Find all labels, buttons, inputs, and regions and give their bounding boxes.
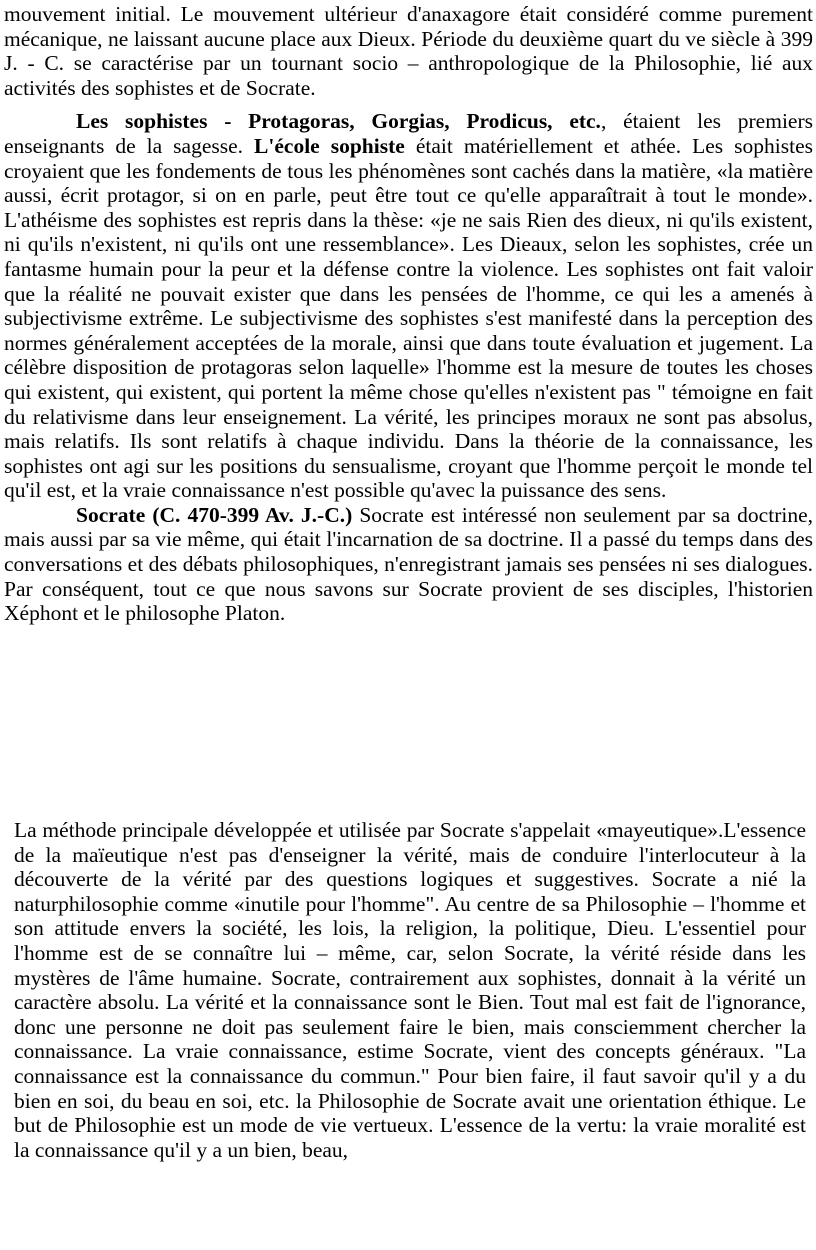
paragraph-sophistes — [4, 109, 813, 503]
text-block-upper — [4, 2, 813, 626]
text-sophistes-a: , étaient les premiers enseignants de la sagesse. — [4, 109, 813, 158]
term-ecole-sophiste: L'école sophiste — [254, 133, 405, 158]
heading-socrate: Socrate (C. 470-399 Av. J.-C.) — [76, 502, 353, 527]
text-block-lower — [14, 818, 806, 1162]
paragraph-socrate — [4, 503, 813, 626]
text-sophistes-b: était matériellement et athée. Les sophistes croyaient que les fondements de tous les phénomènes sont cachés dans la matière, «la matière aussi, écrit protagor, si on en parle, peut être tout ce qu'elle apparaîtrait à tout le monde». L'athéisme des sophistes est repris dans la thèse: «je ne sais Rien des dieux, ni qu'ils existent, ni qu'ils n'existent, ni qu'ils ont une ressemblance». Les Dieaux, selon les sophistes, crée un fantasme humain pour la peur et la défense contre la violence. Les sophistes ont fait valoir que la réalité ne pouvait exister que dans les pensées de l'homme, ce qui les a amenés à subjectivisme extrême. Le subjectivisme des sophistes s'est manifesté dans la perception des normes généralement acceptées de la morale, ainsi que dans toute évaluation et jugement. La célèbre disposition de protagoras selon laquelle» l'homme est la mesure de toutes les choses qui existent, qui existent, qui portent la même chose qu'elles n'existent pas " témoigne en fait du relativisme dans leur enseignement. La vérité, les principes moraux ne sont pas absolus, mais relatifs. Ils sont relatifs à chaque individu. Dans la théorie de la connaissance, les sophistes ont agi sur les positions du sensualisme, croyant que l'homme perçoit le monde tel qu'il est, et la vraie connaissance n'est possible qu'avec la puissance des sens. — [4, 133, 813, 503]
heading-sophistes: Les sophistes - Protagoras, Gorgias, Prodicus, etc. — [76, 109, 601, 134]
paragraph-maieutique: La méthode principale développée et utilisée par Socrate s'appelait «mayeutique».L'essence de la maïeutique n'est pas d'enseigner la vérité, mais de conduire l'interlocuteur à la découverte de la vérité par des questions logiques et suggestives. Socrate a nié la naturphilosophie comme «inutile pour l'homme". Au centre de sa Philosophie – l'homme et son attitude envers la société, les lois, la religion, la politique, Dieu. L'essentiel pour l'homme est de se connaître lui – même, car, selon Socrate, la vérité réside dans les mystères de l'âme humaine. Socrate, contrairement aux sophistes, donnait à la vérité un caractère absolu. La vérité et la connaissance sont le Bien. Tout mal est fait de l'ignorance, donc une personne ne doit pas seulement faire le bien, mais consciemment chercher la connaissance. La vraie connaissance, estime Socrate, vient des concepts généraux. "La connaissance est la connaissance du commun." Pour bien faire, il faut savoir qu'il y a du bien en soi, du beau en soi, etc. la Philosophie de Socrate avait une orientation éthique. Le but de Philosophie est un mode de vie vertueux. L'essence de la vertu: la vraie moralité est la connaissance qu'il y a un bien, beau, — [14, 818, 806, 1162]
paragraph-intro: mouvement initial. Le mouvement ultérieur d'anaxagore était considéré comme purement mécanique, ne laissant aucune place aux Dieux. Période du deuxième quart du ve siècle à 399 J. - C. se caractérise par un tournant socio – anthropologique de la Philosophie, lié aux activités des sophistes et de Socrate. — [4, 2, 813, 100]
text-socrate: Socrate est intéressé non seulement par sa doctrine, mais aussi par sa vie même, qui était l'incarnation de sa doctrine. Il a passé du temps dans des conversations et des débats philosophiques, n'enregistrant jamais ses pensées ni ses dialogues. Par conséquent, tout ce que nous savons sur Socrate provient de ses disciples, l'historien Xéphont et le philosophe Platon. — [4, 502, 813, 626]
